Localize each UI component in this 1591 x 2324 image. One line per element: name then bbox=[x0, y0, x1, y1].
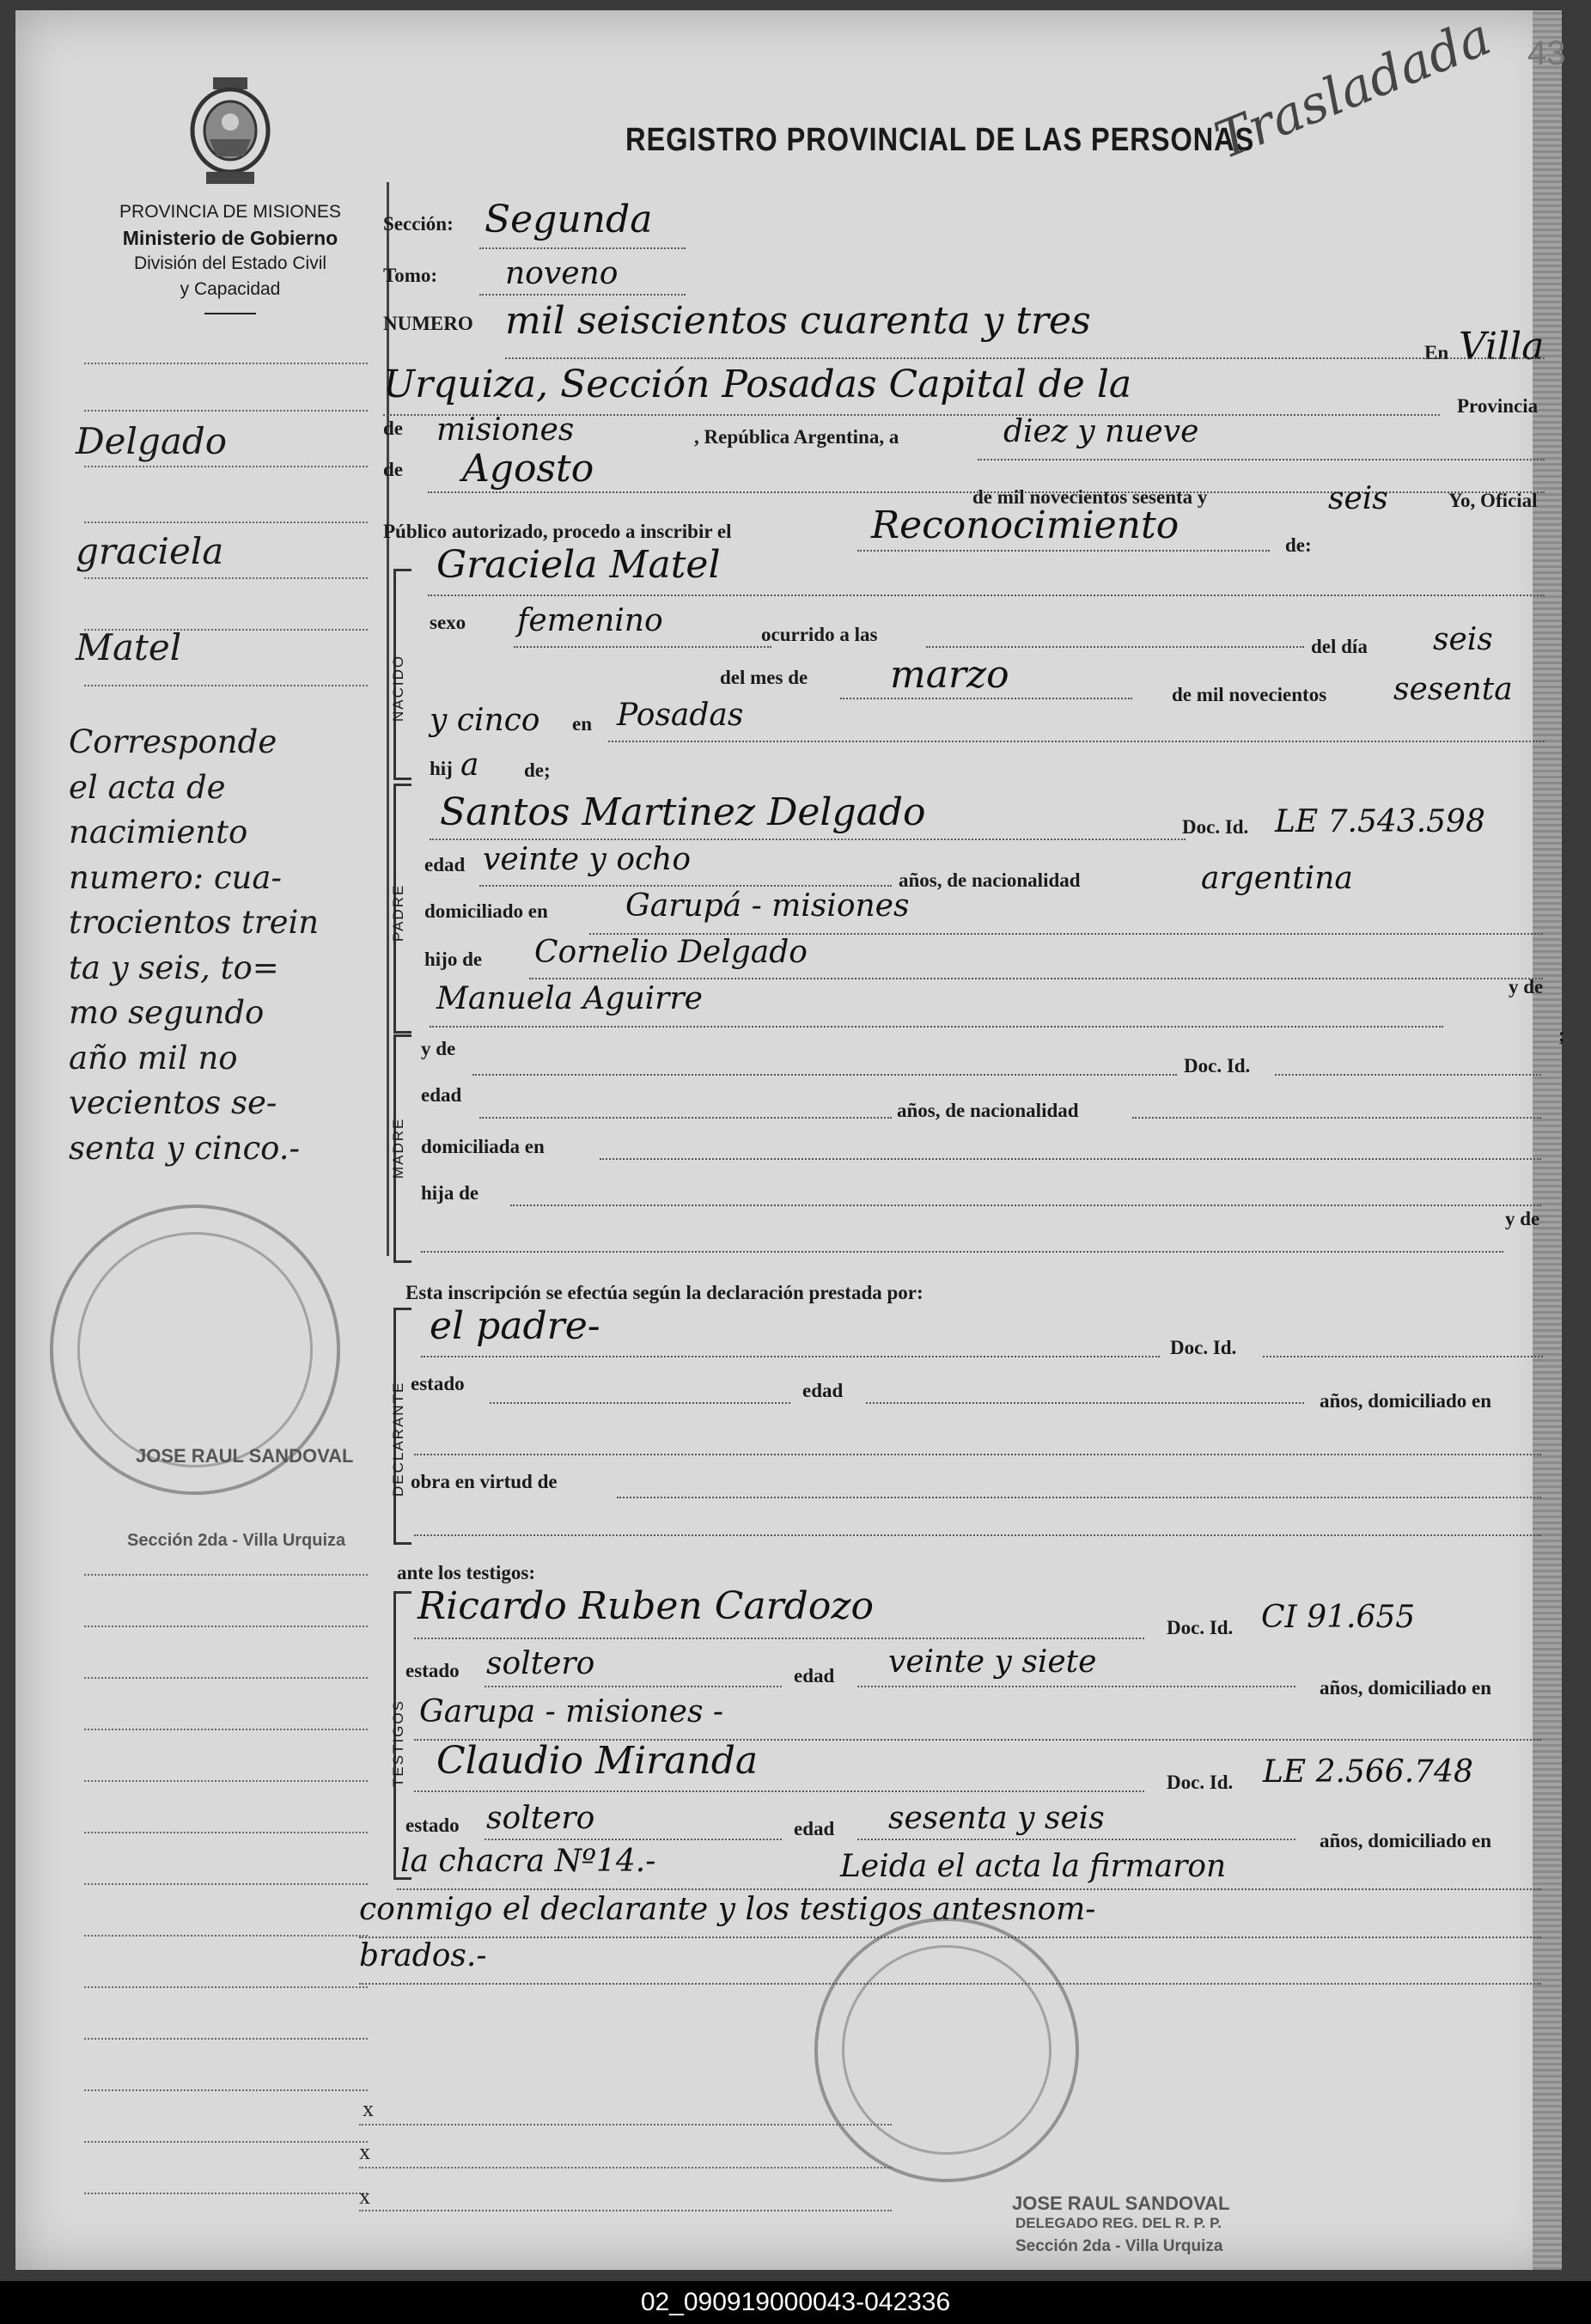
label-estado-declarante: estado bbox=[411, 1373, 465, 1394]
value-padre-dom: Garupá - misiones bbox=[625, 888, 910, 924]
label-edad-padre: edad bbox=[424, 854, 466, 875]
value-numero: mil seiscientos cuarenta y tres bbox=[505, 299, 1091, 343]
section-label-testigos: TESTIGOS bbox=[390, 1699, 406, 1787]
issuing-authority bbox=[67, 199, 393, 314]
value-en-place: Villa bbox=[1459, 325, 1545, 369]
margin-line bbox=[84, 2089, 368, 2091]
field-line bbox=[414, 1638, 1144, 1639]
seal-name: JOSE RAUL SANDOVAL bbox=[1012, 2193, 1230, 2214]
margin-line bbox=[84, 466, 368, 467]
margin-line bbox=[84, 522, 368, 523]
value-testigo2-dom: la chacra Nº14.- bbox=[400, 1844, 656, 1879]
provincial-crest-icon bbox=[184, 77, 277, 187]
label-provincia: Provincia bbox=[1457, 395, 1539, 417]
seal-section: Sección 2da - Villa Urquiza bbox=[1015, 2237, 1223, 2255]
margin-note-line: ta y seis, to= bbox=[69, 949, 279, 986]
label-obra: obra en virtud de bbox=[411, 1471, 558, 1492]
label-anos-dom-testigo1: años, domiciliado en bbox=[1320, 1677, 1492, 1699]
field-line bbox=[428, 595, 1545, 596]
label-doc-id-testigo1: Doc. Id. bbox=[1167, 1617, 1234, 1638]
value-hij-suffix: a bbox=[460, 747, 479, 783]
value-abuelo: Cornelio Delgado bbox=[534, 935, 808, 970]
field-line bbox=[529, 978, 1543, 979]
value-mes: Agosto bbox=[462, 447, 594, 491]
label-en: En bbox=[1424, 342, 1449, 363]
margin-note-line: senta y cinco.- bbox=[69, 1129, 301, 1167]
label-y-de-madre-2: y de bbox=[1505, 1208, 1540, 1229]
value-padre-nac: argentina bbox=[1201, 861, 1353, 896]
field-line bbox=[479, 294, 686, 296]
value-acto: Reconocimiento bbox=[871, 503, 1180, 547]
label-numero: NUMERO bbox=[383, 313, 473, 334]
column-divider bbox=[387, 182, 389, 1256]
value-sexo: femenino bbox=[517, 603, 663, 638]
field-line bbox=[866, 1402, 1304, 1404]
margin-line bbox=[84, 1832, 368, 1833]
field-line bbox=[397, 1888, 1541, 1890]
signature-mark: x bbox=[363, 2096, 374, 2121]
label-republica: , República Argentina, a bbox=[694, 426, 899, 448]
margin-note-line: trocientos trein bbox=[69, 904, 320, 941]
label-estado-testigo1: estado bbox=[405, 1660, 460, 1681]
margin-note-line: nacimiento bbox=[69, 814, 248, 851]
field-line bbox=[857, 1686, 1295, 1687]
margin-note-line: año mil no bbox=[69, 1039, 238, 1077]
margin-line bbox=[84, 2038, 368, 2040]
label-estado-testigo2: estado bbox=[405, 1815, 460, 1836]
value-dia-nac: seis bbox=[1433, 622, 1493, 657]
value-declarante: el padre- bbox=[430, 1304, 600, 1348]
org-ministry: Ministerio de Gobierno bbox=[122, 227, 338, 249]
margin-note-line: numero: cua- bbox=[69, 858, 282, 896]
label-doc-id-madre: Doc. Id. bbox=[1184, 1055, 1251, 1077]
field-line bbox=[857, 1839, 1295, 1840]
official-seal bbox=[23, 1178, 368, 1522]
field-line bbox=[490, 1402, 790, 1404]
margin-note bbox=[69, 720, 378, 1171]
margin-line bbox=[84, 1780, 368, 1782]
value-mes-nac: marzo bbox=[890, 653, 1009, 697]
value-cierre-1: Leida el acta la firmaron bbox=[840, 1849, 1227, 1884]
section-label-padre: PADRE bbox=[390, 883, 406, 942]
value-nombre: Graciela Matel bbox=[436, 543, 721, 587]
label-doc-id-padre: Doc. Id. bbox=[1182, 816, 1249, 838]
label-anos-nac-madre: años, de nacionalidad bbox=[897, 1100, 1079, 1121]
label-anos-dom-declarante: años, domiciliado en bbox=[1320, 1390, 1492, 1412]
label-edad-declarante: edad bbox=[802, 1380, 844, 1401]
label-hij-de: de; bbox=[524, 759, 551, 781]
label-domiciliada: domiciliada en bbox=[421, 1136, 545, 1157]
label-anos-dom-testigo2: años, domiciliado en bbox=[1320, 1830, 1492, 1851]
margin-line bbox=[84, 685, 368, 686]
page-number: 43 bbox=[1527, 34, 1566, 72]
margin-line bbox=[84, 1574, 368, 1576]
label-declaracion: Esta inscripción se efectúa según la declaración prestada por: bbox=[405, 1282, 924, 1303]
margin-line bbox=[84, 363, 368, 364]
margin-given-name: graciela bbox=[76, 530, 224, 572]
field-line bbox=[479, 247, 686, 249]
label-y-de-madre: y de bbox=[421, 1038, 456, 1059]
label-de: de bbox=[383, 418, 403, 439]
value-anio-nac-2: y cinco bbox=[430, 703, 540, 738]
value-testigo1-estado: soltero bbox=[486, 1646, 595, 1681]
value-abuela: Manuela Aguirre bbox=[436, 981, 703, 1016]
label-yo-oficial: Yo, Oficial bbox=[1448, 490, 1538, 511]
document-id-footer: 02_090919000043-042336 bbox=[640, 2288, 951, 2316]
label-hijo-de: hijo de bbox=[424, 949, 483, 970]
margin-line bbox=[84, 1677, 368, 1679]
transfer-annotation: Trasladada bbox=[1206, 6, 1500, 172]
margin-line bbox=[84, 1626, 368, 1627]
section-label-madre: MADRE bbox=[390, 1117, 406, 1179]
value-testigo2-doc: LE 2.566.748 bbox=[1263, 1754, 1473, 1790]
label-de-mes: de bbox=[383, 459, 403, 480]
field-line bbox=[414, 1790, 1144, 1792]
value-cierre-3: brados.- bbox=[359, 1938, 487, 1973]
field-line bbox=[608, 741, 1545, 742]
label-doc-id-declarante: Doc. Id. bbox=[1170, 1337, 1237, 1358]
value-testigo1-edad: veinte y siete bbox=[888, 1644, 1097, 1680]
field-line bbox=[1275, 1074, 1541, 1076]
field-line bbox=[857, 550, 1270, 552]
value-anio: seis bbox=[1328, 481, 1388, 516]
margin-line bbox=[84, 1883, 368, 1885]
label-ocurrido: ocurrido a las bbox=[761, 624, 878, 645]
margin-note-line: Corresponde bbox=[69, 723, 277, 760]
label-y-de-padre: y de bbox=[1509, 976, 1544, 997]
field-line bbox=[1263, 1356, 1543, 1357]
field-line bbox=[1132, 1117, 1541, 1119]
margin-line bbox=[84, 410, 368, 412]
field-line bbox=[430, 839, 1186, 840]
label-en-lugar: en bbox=[572, 713, 592, 735]
semicolon: ; bbox=[1558, 1024, 1565, 1046]
label-del-mes: del mes de bbox=[720, 667, 808, 688]
signature-mark: x bbox=[359, 2139, 370, 2164]
margin-note-line: vecientos se- bbox=[69, 1084, 277, 1121]
margin-surname: Delgado bbox=[76, 420, 228, 462]
value-padre-edad: veinte y ocho bbox=[483, 842, 692, 877]
field-line bbox=[617, 1497, 1541, 1498]
value-dia: diez y nueve bbox=[1003, 414, 1199, 449]
field-line bbox=[978, 459, 1545, 461]
label-edad-testigo2: edad bbox=[794, 1818, 835, 1839]
value-testigo2-edad: sesenta y seis bbox=[888, 1801, 1105, 1836]
label-mil-novecientos: de mil novecientos bbox=[1172, 684, 1327, 705]
margin-note-line: el acta de bbox=[69, 768, 226, 806]
margin-line bbox=[84, 1729, 368, 1730]
field-line bbox=[510, 1205, 1541, 1206]
label-hija-de: hija de bbox=[421, 1182, 479, 1204]
label-de-nombre: de: bbox=[1285, 534, 1312, 556]
margin-line bbox=[84, 1986, 368, 1988]
field-line bbox=[840, 698, 1132, 699]
value-padre-doc: LE 7.543.598 bbox=[1275, 804, 1485, 839]
label-publico: Público autorizado, procedo a inscribir el bbox=[383, 521, 732, 542]
field-line bbox=[430, 1026, 1443, 1028]
value-cierre-2: conmigo el declarante y los testigos antesnom- bbox=[359, 1892, 1096, 1927]
value-seccion: Segunda bbox=[485, 198, 653, 241]
signature-line bbox=[359, 2167, 892, 2168]
label-edad-testigo1: edad bbox=[794, 1665, 835, 1687]
seal-role: DELEGADO REG. DEL R. P. P. bbox=[1015, 2215, 1222, 2231]
field-line bbox=[600, 1158, 1541, 1160]
signature-mark: x bbox=[359, 2184, 370, 2209]
org-division: División del Estado Civil bbox=[133, 253, 327, 273]
label-hij: hij bbox=[430, 758, 453, 779]
field-line bbox=[421, 1356, 1160, 1357]
label-doc-id-testigo2: Doc. Id. bbox=[1167, 1772, 1234, 1793]
seal-name: JOSE RAUL SANDOVAL bbox=[136, 1445, 354, 1467]
field-line bbox=[926, 646, 1304, 648]
document-page bbox=[15, 6, 1566, 2270]
label-anos-nac-padre: años, de nacionalidad bbox=[899, 869, 1081, 891]
label-domiciliado-padre: domiciliado en bbox=[424, 900, 548, 922]
value-provincia: misiones bbox=[436, 412, 575, 448]
label-sexo: sexo bbox=[430, 612, 466, 633]
margin-line bbox=[84, 577, 368, 579]
field-line bbox=[485, 1686, 782, 1687]
label-edad-madre: edad bbox=[421, 1084, 462, 1106]
value-testigo2: Claudio Miranda bbox=[436, 1739, 759, 1783]
value-testigo2-estado: soltero bbox=[486, 1801, 595, 1836]
value-place-cont: Urquiza, Sección Posadas Capital de la bbox=[383, 363, 1132, 406]
value-tomo: noveno bbox=[505, 256, 619, 291]
org-province: PROVINCIA DE MISIONES bbox=[119, 202, 341, 222]
value-lugar-nac: Posadas bbox=[617, 698, 744, 733]
value-testigo1-doc: CI 91.655 bbox=[1261, 1600, 1416, 1635]
section-label-declarante: DECLARANTE bbox=[390, 1381, 406, 1497]
seal-section: Sección 2da - Villa Urquiza bbox=[127, 1531, 346, 1550]
label-tomo: Tomo: bbox=[383, 265, 438, 286]
label-ante-testigos: ante los testigos: bbox=[397, 1562, 535, 1583]
signature-line bbox=[359, 2124, 892, 2126]
field-line bbox=[479, 885, 892, 887]
section-label-nacido: NACIDO bbox=[390, 654, 406, 722]
margin-line bbox=[84, 1935, 368, 1937]
field-line bbox=[414, 1454, 1541, 1455]
field-line bbox=[414, 1534, 1541, 1536]
value-padre-nombre: Santos Martinez Delgado bbox=[440, 790, 926, 834]
field-line bbox=[514, 646, 771, 648]
field-line bbox=[485, 1839, 782, 1840]
value-testigo1: Ricardo Ruben Cardozo bbox=[418, 1584, 875, 1628]
value-testigo1-dom: Garupa - misiones - bbox=[419, 1694, 724, 1729]
label-del-dia: del día bbox=[1311, 636, 1368, 657]
margin-note-line: mo segundo bbox=[69, 994, 265, 1031]
field-line bbox=[421, 1251, 1503, 1253]
margin-line bbox=[84, 2193, 368, 2194]
margin-second-name: Matel bbox=[76, 626, 182, 668]
label-mil-novecientos-sesenta: de mil novecientos sesenta y bbox=[972, 486, 1208, 508]
value-anio-nac-1: sesenta bbox=[1393, 672, 1513, 707]
divider bbox=[204, 313, 256, 314]
field-line bbox=[479, 1117, 892, 1119]
margin-line bbox=[84, 2141, 368, 2143]
field-line bbox=[505, 357, 1545, 359]
org-division-cont: y Capacidad bbox=[180, 279, 281, 299]
signature-line bbox=[359, 2210, 892, 2211]
field-line bbox=[472, 1074, 1177, 1076]
document-title: REGISTRO PROVINCIAL DE LAS PERSONAS bbox=[625, 122, 1255, 158]
label-seccion: Sección: bbox=[383, 213, 454, 235]
